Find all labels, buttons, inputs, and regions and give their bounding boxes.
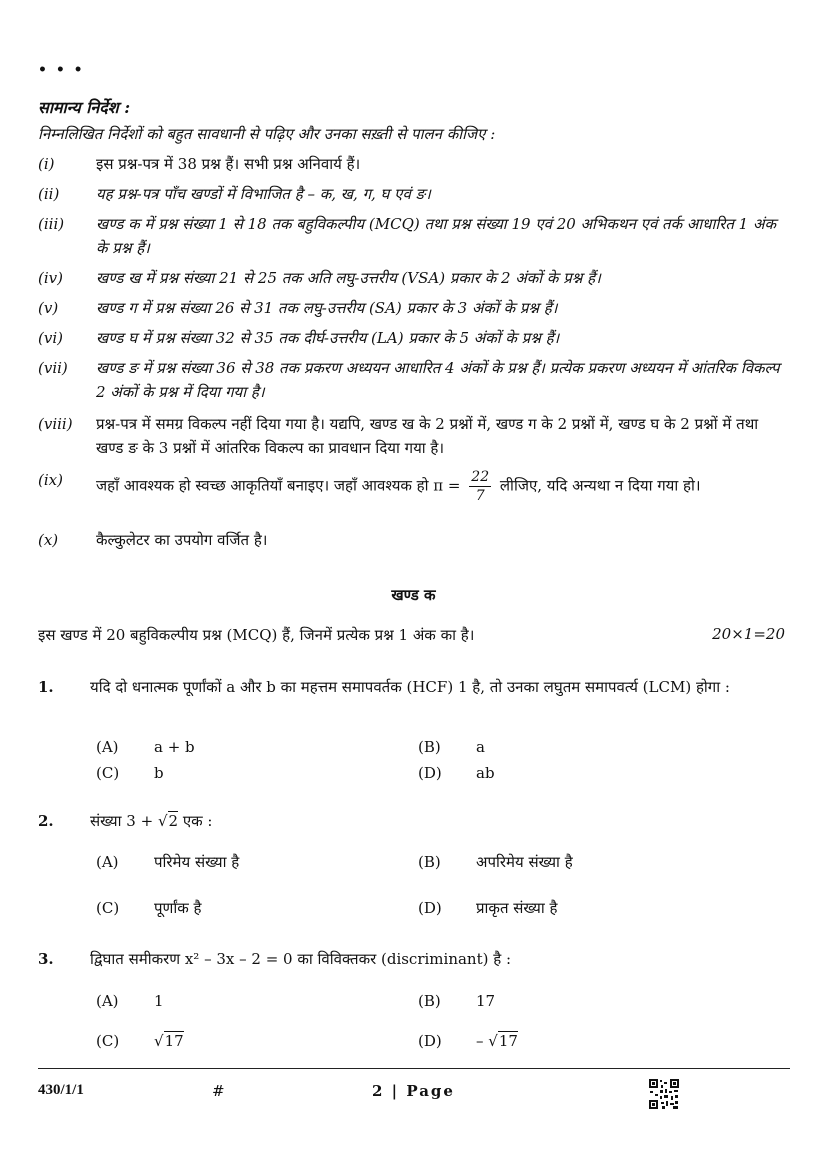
option-d (418, 764, 495, 782)
instruction-item (38, 468, 790, 505)
instruction-number: (vi) (38, 329, 63, 347)
option-text: परिमेय संख्या है (154, 853, 240, 871)
instruction-item (38, 266, 790, 290)
instruction-item (38, 152, 790, 176)
instruction-text: खण्ड ख में प्रश्न संख्या 21 से 25 तक अति लघु-उत्तरीय (VSA) प्रकार के 2 अंकों के प्रश्न हैं। (96, 269, 601, 287)
header-dots: • • • (38, 62, 85, 78)
question-text: द्विघात समीकरण x² – 3x – 2 = 0 का विविक्तकर (discriminant) है : (90, 950, 512, 968)
qr-code-icon (648, 1078, 680, 1110)
instruction-text: इस प्रश्न-पत्र में 38 प्रश्न हैं। सभी प्रश्न अनिवार्य हैं। (96, 155, 361, 173)
option-label: (B) (418, 738, 441, 756)
option-text: ab (476, 764, 495, 782)
instruction-number: (v) (38, 299, 59, 317)
instruction-number: (iv) (38, 269, 63, 287)
option-d (418, 1032, 518, 1050)
option-text: 17 (476, 992, 496, 1010)
option-text: a (476, 738, 485, 756)
question-text-part: एक : (182, 812, 213, 830)
option-d (418, 898, 558, 918)
question (38, 674, 790, 700)
option-label: (C) (96, 764, 120, 782)
instruction-text-part: जहाँ आवश्यक हो स्वच्छ आकृतियाँ बनाइए। जहाँ आवश्यक हो π = (96, 476, 461, 495)
instruction-number: (x) (38, 531, 59, 549)
option-label: (A) (96, 738, 119, 756)
question-number: 2. (38, 812, 54, 830)
minus-sign: – (476, 1032, 484, 1050)
option-c (96, 764, 164, 782)
instruction-item (38, 182, 790, 206)
sqrt-radicand: 2 (168, 812, 179, 830)
option-b (418, 992, 495, 1010)
fraction-numerator: 22 (471, 469, 490, 485)
sqrt-radicand: 17 (164, 1032, 184, 1050)
option-b (418, 852, 573, 872)
option-label: (A) (96, 992, 119, 1010)
instruction-item (38, 296, 790, 320)
instruction-text: कैल्कुलेटर का उपयोग वर्जित है। (96, 531, 268, 549)
instruction-item (38, 528, 790, 552)
option-label: (D) (418, 764, 442, 782)
option-a (96, 852, 239, 872)
option-text: प्राकृत संख्या है (476, 899, 558, 917)
sqrt-radicand: 17 (498, 1032, 518, 1050)
fraction-denominator: 7 (475, 488, 485, 504)
option-text: अपरिमेय संख्या है (476, 853, 573, 871)
instruction-text: खण्ड घ में प्रश्न संख्या 32 से 35 तक दीर्घ-उत्तरीय (LA) प्रकार के 5 अंकों के प्रश्न हैं। (96, 329, 560, 347)
instruction-text: खण्ड ङ में प्रश्न संख्या 36 से 38 तक प्रकरण अध्ययन आधारित 4 अंकों के प्रश्न हैं। प्रत्येक प्रकरण अध्ययन में आंतरिक विकल्प 2 अंकों के प्रश्न में दिया गया है। (96, 359, 780, 401)
instruction-item (38, 412, 790, 460)
sqrt-expression: √2 (157, 812, 179, 830)
pi-fraction (469, 468, 491, 505)
option-label: (D) (418, 899, 442, 917)
option-label: (D) (418, 1032, 442, 1050)
instruction-number: (iii) (38, 215, 65, 233)
footer-hash: # (212, 1082, 225, 1100)
question-number: 1. (38, 678, 54, 696)
option-a (96, 738, 195, 756)
option-text: a + b (154, 738, 195, 756)
section-marks: 20×1=20 (712, 625, 785, 643)
section-note: इस खण्ड में 20 बहुविकल्पीय प्रश्न (MCQ) हैं, जिनमें प्रत्येक प्रश्न 1 अंक का है। (38, 626, 475, 644)
question-number: 3. (38, 950, 54, 968)
option-text: b (154, 764, 164, 782)
option-label: (A) (96, 853, 119, 871)
question-text-part: संख्या 3 + (90, 812, 154, 830)
instruction-number: (ix) (38, 471, 63, 489)
instructions-title: सामान्य निर्देश : (38, 98, 131, 117)
instruction-text: खण्ड क में प्रश्न संख्या 1 से 18 तक बहुविकल्पीय (MCQ) तथा प्रश्न संख्या 19 एवं 20 अभिकथन एवं तर्क आधारित 1 अंक के प्रश्न हैं। (96, 215, 776, 257)
option-label: (C) (96, 1032, 120, 1050)
option-text: 1 (154, 992, 164, 1010)
instruction-number: (i) (38, 155, 55, 173)
question (38, 808, 790, 834)
option-label: (B) (418, 992, 441, 1010)
question-text: यदि दो धनात्मक पूर्णांकों a और b का महत्तम समापवर्तक (HCF) 1 है, तो उनका लघुतम समापवर्त्य (LCM) होगा : (90, 678, 730, 696)
page-number: 2 | Page (372, 1082, 455, 1100)
question (38, 946, 790, 972)
paper-code: 430/1/1 (38, 1082, 84, 1098)
option-c (96, 1032, 184, 1050)
instruction-text: खण्ड ग में प्रश्न संख्या 26 से 31 तक लघु-उत्तरीय (SA) प्रकार के 3 अंकों के प्रश्न हैं। (96, 299, 558, 317)
option-text: – √17 (476, 1032, 518, 1050)
instruction-item (38, 326, 790, 350)
option-c (96, 898, 202, 918)
instruction-text (96, 468, 790, 505)
instruction-item (38, 212, 790, 260)
instruction-text: यह प्रश्न-पत्र पाँच खण्डों में विभाजित है – क, ख, ग, घ एवं ङ। (96, 185, 431, 203)
option-text: √17 (154, 1032, 184, 1050)
footer-divider (38, 1068, 790, 1069)
instruction-number: (viii) (38, 415, 73, 433)
option-label: (B) (418, 853, 441, 871)
section-title: खण्ड क (391, 586, 436, 604)
instructions-intro: निम्नलिखित निर्देशों को बहुत सावधानी से पढ़िए और उनका सख़्ती से पालन कीजिए : (38, 125, 496, 143)
instruction-text: प्रश्न-पत्र में समग्र विकल्प नहीं दिया गया है। यद्यपि, खण्ड ख के 2 प्रश्नों में, खण्ड ग के 2 प्रश्नों में, खण्ड घ के 2 प्रश्नों में तथा खण्ड ङ के 3 प्रश्नों में आंतरिक विकल्प का प्रावधान दिया गया है। (96, 415, 759, 457)
option-b (418, 738, 485, 756)
option-label: (C) (96, 899, 120, 917)
option-text: पूर्णांक है (154, 899, 202, 917)
instruction-text-part: लीजिए, यदि अन्यथा न दिया गया हो। (499, 476, 701, 495)
option-a (96, 992, 164, 1010)
instruction-number: (ii) (38, 185, 60, 203)
instruction-number: (vii) (38, 359, 68, 377)
instruction-item (38, 356, 790, 404)
question-text (90, 808, 790, 834)
